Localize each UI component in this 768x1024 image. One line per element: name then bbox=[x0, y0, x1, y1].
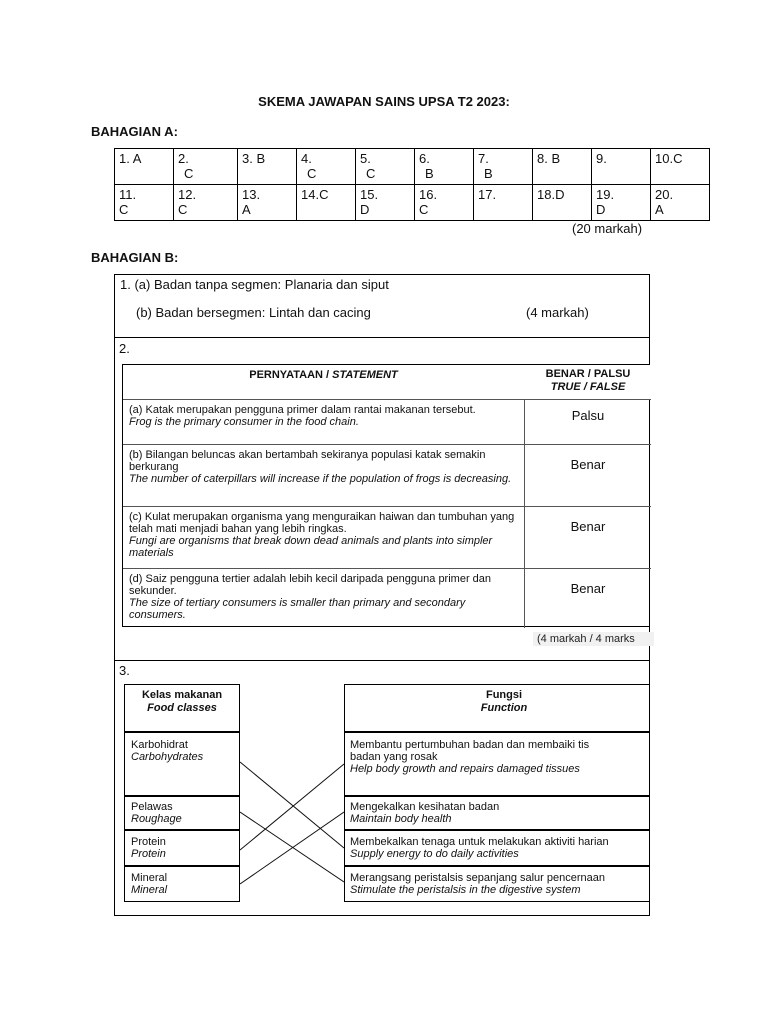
right-item-1-malay2: badan yang rosak bbox=[350, 751, 438, 763]
section-a-heading: BAHAGIAN A: bbox=[91, 124, 178, 139]
answer-cell-line: B bbox=[425, 166, 434, 181]
left-item-2-english: Roughage bbox=[131, 813, 182, 825]
answer-cell-line: 2. bbox=[178, 151, 189, 166]
q2-row-d-malay: (d) Saiz pengguna tertier adalah lebih kecil daripada pengguna primer dan sekunder. bbox=[129, 573, 492, 597]
line-protein-growth bbox=[240, 764, 344, 850]
q2-row-a-statement bbox=[129, 404, 519, 428]
left-item-2-malay: Pelawas bbox=[131, 801, 173, 813]
q2-header-statement bbox=[123, 369, 524, 381]
answer-cell-line: 3. B bbox=[242, 151, 266, 166]
q2-row-d-english: The size of tertiary consumers is smaller than primary and secondary consumers. bbox=[129, 597, 466, 621]
right-header-box bbox=[344, 684, 650, 732]
right-item-health bbox=[344, 796, 650, 830]
left-item-4-malay: Mineral bbox=[131, 872, 168, 884]
right-item-1-malay: Membantu pertumbuhan badan dan membaiki tis bbox=[350, 739, 590, 751]
answer-cell-line: 10.C bbox=[655, 151, 683, 166]
answer-cell-line: 4. bbox=[301, 151, 312, 166]
q2-number: 2. bbox=[119, 341, 130, 356]
answer-cell bbox=[651, 149, 710, 185]
answer-cell bbox=[474, 149, 533, 185]
q2-header-answer-2: TRUE / FALSE bbox=[550, 381, 626, 393]
right-item-3-english: Supply energy to do daily activities bbox=[350, 848, 519, 860]
answer-cell-line: C bbox=[184, 166, 194, 181]
left-item-3-english: Protein bbox=[131, 848, 166, 860]
q2-row-a-answer: Palsu bbox=[571, 408, 605, 423]
answer-cell-line: C bbox=[119, 202, 129, 217]
q3-number: 3. bbox=[119, 663, 130, 678]
answer-cell bbox=[356, 185, 415, 221]
answer-cell-line: C bbox=[178, 202, 188, 217]
left-item-carbohydrates bbox=[124, 732, 240, 796]
answer-cell-line: B bbox=[484, 166, 493, 181]
q2-header-statement-ms: PERNYATAAN / bbox=[249, 369, 333, 381]
right-item-3-malay: Membekalkan tenaga untuk melakukan aktiviti harian bbox=[350, 836, 609, 848]
answer-cell-line: 12. bbox=[178, 187, 197, 202]
q2-row-c-english: Fungi are organisms that break down dead animals and plants into simpler materials bbox=[129, 535, 493, 559]
right-item-peristalsis bbox=[344, 866, 650, 902]
q2-row-a bbox=[123, 399, 651, 445]
answer-cell-line: 7. bbox=[478, 151, 489, 166]
q2-row-b-statement bbox=[129, 449, 519, 485]
answer-cell-line: 20. bbox=[655, 187, 674, 202]
right-header-en: Function bbox=[480, 702, 528, 714]
answer-cell bbox=[651, 185, 710, 221]
q2-row-d-answer: Benar bbox=[570, 581, 606, 596]
answer-cell-line: A bbox=[242, 202, 251, 217]
answer-cell bbox=[297, 185, 356, 221]
right-item-energy bbox=[344, 830, 650, 866]
q2-statement-table bbox=[122, 364, 650, 627]
answer-cell bbox=[415, 149, 474, 185]
left-item-4-english: Mineral bbox=[131, 884, 168, 896]
right-item-2-english: Maintain body health bbox=[350, 813, 452, 825]
answer-cell bbox=[415, 185, 474, 221]
document-title: SKEMA JAWAPAN SAINS UPSA T2 2023: bbox=[258, 94, 510, 109]
q2-row-b-english: The number of caterpillars will increase if the population of frogs is decreasing. bbox=[129, 473, 512, 485]
answer-cell-line: C bbox=[307, 166, 317, 181]
line-carbohydrates-energy bbox=[240, 762, 344, 848]
q2-header-answer-1: BENAR / PALSU bbox=[545, 368, 631, 380]
answer-cell-line: 1. A bbox=[119, 151, 142, 166]
left-item-mineral bbox=[124, 866, 240, 902]
answer-cell-line: C bbox=[366, 166, 376, 181]
right-item-growth bbox=[344, 732, 650, 796]
answer-row-2 bbox=[115, 185, 710, 221]
q2-marks: (4 markah / 4 marks bbox=[533, 632, 654, 646]
answer-cell-line: 15. bbox=[360, 187, 379, 202]
answer-cell-line: 18.D bbox=[537, 187, 565, 202]
q2-row-c-malay: (c) Kulat merupakan organisma yang menguraikan haiwan dan tumbuhan yang telah mati menjadi bahan yang lebih ringkas. bbox=[129, 511, 515, 535]
answer-cell bbox=[592, 149, 651, 185]
left-header-en: Food classes bbox=[147, 702, 217, 714]
answer-cell-line: 9. bbox=[596, 151, 607, 166]
answer-cell-line: D bbox=[360, 202, 370, 217]
q2-row-c bbox=[123, 506, 651, 569]
left-item-protein bbox=[124, 830, 240, 866]
q2-row-c-answer: Benar bbox=[570, 519, 606, 534]
left-item-3-malay: Protein bbox=[131, 836, 166, 848]
answer-cell-line: 13. bbox=[242, 187, 261, 202]
q2-row-a-english: Frog is the primary consumer in the food chain. bbox=[129, 416, 359, 428]
answer-cell bbox=[297, 149, 356, 185]
answer-cell bbox=[592, 185, 651, 221]
q2-row-d-statement bbox=[129, 573, 519, 621]
answer-cell-line: 14.C bbox=[301, 187, 329, 202]
right-item-4-malay: Merangsang peristalsis sepanjang salur pencernaan bbox=[350, 872, 605, 884]
answer-cell bbox=[115, 149, 174, 185]
answer-cell bbox=[174, 185, 238, 221]
q2-row-a-malay: (a) Katak merupakan pengguna primer dalam rantai makanan tersebut. bbox=[129, 404, 476, 416]
section-b-heading: BAHAGIAN B: bbox=[91, 250, 179, 265]
left-item-roughage bbox=[124, 796, 240, 830]
q1-line-a: 1. (a) Badan tanpa segmen: Planaria dan siput bbox=[120, 277, 389, 292]
q2-header-statement-en: STATEMENT bbox=[332, 369, 398, 381]
answer-cell bbox=[115, 185, 174, 221]
right-header: Fungsi bbox=[485, 689, 523, 701]
right-item-2-malay: Mengekalkan kesihatan badan bbox=[350, 801, 500, 813]
matching-lines bbox=[240, 732, 344, 902]
left-item-1-english: Carbohydrates bbox=[131, 751, 204, 763]
answer-cell-line: 19. bbox=[596, 187, 615, 202]
answer-cell bbox=[238, 185, 297, 221]
answer-cell bbox=[238, 149, 297, 185]
divider-q1-q2 bbox=[114, 337, 650, 338]
left-header-box bbox=[124, 684, 240, 732]
answer-cell-line: 5. bbox=[360, 151, 371, 166]
answer-cell bbox=[356, 149, 415, 185]
answer-cell-line: 6. bbox=[419, 151, 430, 166]
q2-row-d bbox=[123, 568, 651, 627]
answer-row-1 bbox=[115, 149, 710, 185]
answer-cell-line: A bbox=[655, 202, 664, 217]
answer-cell bbox=[174, 149, 238, 185]
q2-row-b-malay: (b) Bilangan beluncas akan bertambah sekiranya populasi katak semakin berkurang bbox=[129, 449, 486, 473]
section-a-marks: (20 markah) bbox=[572, 221, 643, 236]
q2-row-b bbox=[123, 444, 651, 507]
answer-cell bbox=[533, 149, 592, 185]
answer-cell bbox=[474, 185, 533, 221]
q2-header-row bbox=[123, 365, 651, 400]
answer-cell-line: C bbox=[419, 202, 429, 217]
q1-line-b: (b) Badan bersegmen: Lintah dan cacing bbox=[136, 305, 371, 320]
q1-marks: (4 markah) bbox=[526, 305, 589, 320]
q2-row-c-statement bbox=[129, 511, 519, 559]
section-a-answer-table bbox=[114, 148, 710, 221]
answer-cell-line: 8. B bbox=[537, 151, 561, 166]
answer-cell-line: D bbox=[596, 202, 606, 217]
left-item-1-malay: Karbohidrat bbox=[131, 739, 188, 751]
right-item-1-english: Help body growth and repairs damaged tissues bbox=[350, 763, 580, 775]
answer-cell-line: 16. bbox=[419, 187, 438, 202]
answer-cell-line: 11. bbox=[119, 187, 137, 202]
answer-cell bbox=[533, 185, 592, 221]
divider-q2-q3 bbox=[114, 660, 650, 661]
left-header: Kelas makanan bbox=[141, 689, 223, 701]
q2-row-b-answer: Benar bbox=[570, 457, 606, 472]
right-item-4-english: Stimulate the peristalsis in the digestive system bbox=[350, 884, 581, 896]
answer-cell-line: 17. bbox=[478, 187, 497, 202]
